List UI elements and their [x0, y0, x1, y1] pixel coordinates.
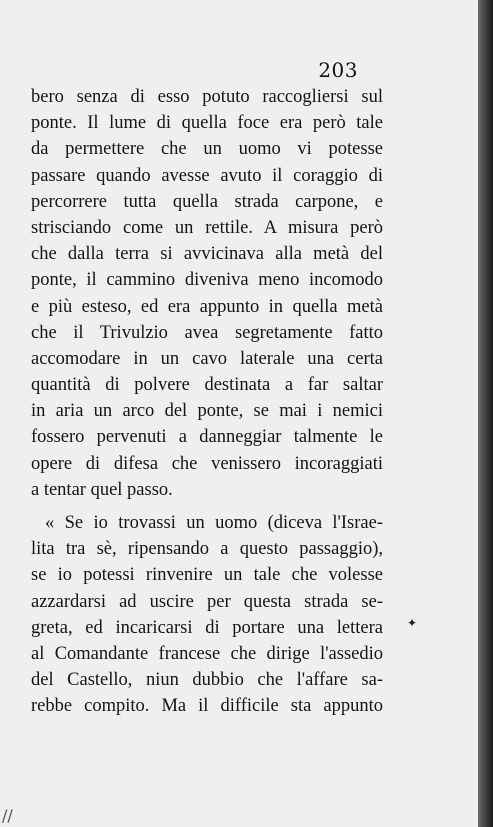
text-line: azzardarsi ad uscire per questa strada se-: [31, 591, 383, 612]
text-line: passare quando avesse avuto il coraggio di: [31, 165, 383, 186]
text-line: e più esteso, ed era appunto in quella metà: [31, 296, 383, 317]
text-line: al Comandante francese che dirige l'assedio: [31, 643, 383, 664]
corner-scan-mark: //: [2, 806, 13, 825]
text-line: lita tra sè, ripensando a questo passaggio),: [31, 539, 383, 560]
text-line: accomodare in un cavo laterale una certa: [31, 348, 383, 369]
text-line: a tentar quel passo.: [31, 479, 173, 500]
text-line: rebbe compito. Ma il difficile sta appunto: [31, 696, 383, 717]
text-line: che dalla terra si avvicinava alla metà del: [31, 244, 383, 265]
text-line: se io potessi rinvenire un tale che volesse: [31, 565, 383, 586]
text-line: quantità di polvere destinata a far saltar: [31, 375, 383, 396]
book-edge-shadow: [478, 0, 493, 827]
text-line: in aria un arco del ponte, se mai i nemici: [31, 401, 383, 422]
text-line: « Se io trovassi un uomo (diceva l'Israe-: [45, 513, 383, 533]
text-line: da permettere che un uomo vi potesse: [31, 139, 383, 160]
page-number: 203: [318, 58, 358, 82]
text-line: opere di difesa che venissero incoraggiati: [31, 453, 383, 474]
margin-ink-mark: ✦: [407, 616, 418, 630]
text-line: che il Trivulzio avea segretamente fatto: [31, 322, 383, 343]
body-text: [31, 84, 383, 720]
text-line: greta, ed incaricarsi di portare una lettera: [31, 617, 383, 638]
text-line: del Castello, niun dubbio che l'affare sa-: [31, 670, 383, 691]
text-line: ponte, il cammino diveniva meno incomodo: [31, 270, 383, 291]
text-line: bero senza di esso potuto raccogliersi sul: [31, 87, 383, 107]
text-line: fossero pervenuti a danneggiar talmente le: [31, 427, 383, 448]
text-line: strisciando come un rettile. A misura però: [31, 217, 383, 238]
text-line: ponte. Il lume di quella foce era però tale: [31, 113, 383, 134]
text-line: percorrere tutta quella strada carpone, e: [31, 191, 383, 212]
